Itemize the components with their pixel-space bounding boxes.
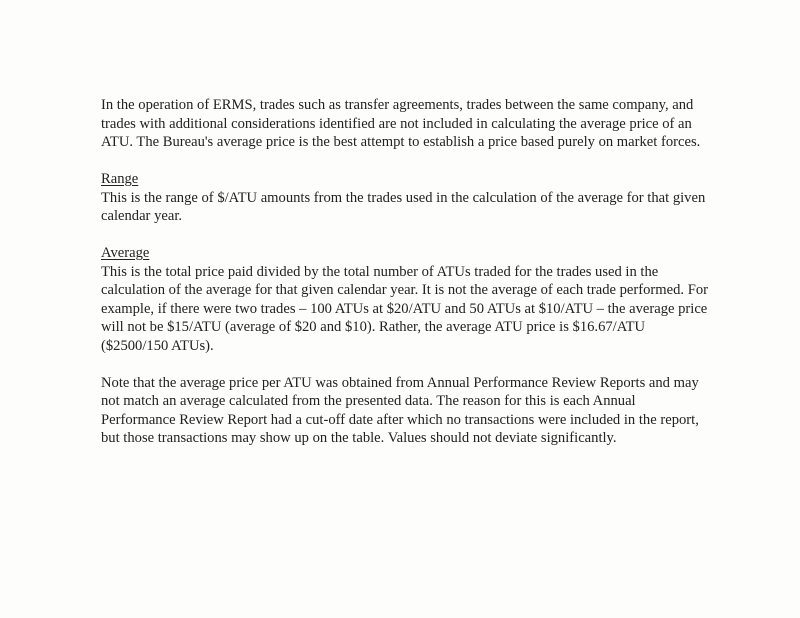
average-section — [101, 244, 713, 355]
document-body — [101, 96, 713, 466]
average-text: This is the total price paid divided by the total number of ATUs traded for the trades used in the calculation of the average for that given calendar year. It is not the average of each trade performed. For example, if there were two trades – 100 ATUs at $20/ATU and 50 ATUs at $10/ATU – the average price will not be $15/ATU (average of $20 and $10). Rather, the average ATU price is $16.67/ATU ($2500/150 ATUs). — [101, 263, 708, 354]
average-heading: Average — [101, 245, 150, 261]
range-section — [101, 170, 713, 226]
intro-paragraph: In the operation of ERMS, trades such as transfer agreements, trades between the same company, and trades with additional considerations identified are not included in calculating the average price of an ATU. The Bureau's average price is the best attempt to establish a price based purely on market forces. — [101, 97, 701, 150]
range-heading: Range — [101, 171, 139, 187]
note-paragraph: Note that the average price per ATU was obtained from Annual Performance Review Reports and may not match an average calculated from the presented data. The reason for this is each Annual Performance Review Report had a cut-off date after which no transactions were included in the report, but those transactions may show up on the table. Values should not deviate significantly. — [101, 374, 699, 446]
range-text: This is the range of $/ATU amounts from the trades used in the calculation of the average for that given calendar year. — [101, 189, 706, 224]
